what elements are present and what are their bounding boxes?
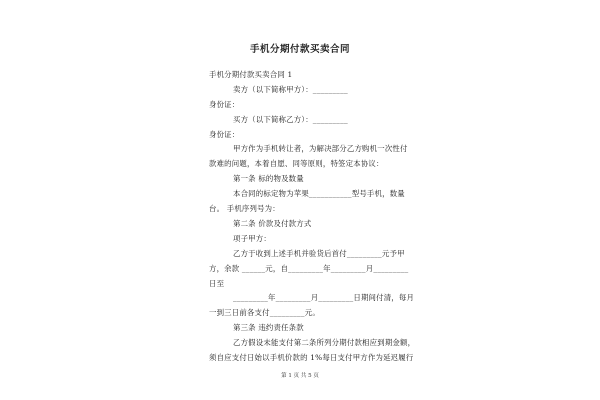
preamble-line-1: 甲方作为手机转让者，为解决部分乙方购机一次性付 <box>233 144 408 153</box>
page-footer: 第 1 页 共 5 页 <box>281 373 319 379</box>
seller-line: 卖方（以下简称甲方）：_________ <box>233 85 348 94</box>
seller-id-line: 身份证： <box>209 100 240 109</box>
article-3-line-2: 须自应支付日始以手机价款的 1%每日支付甲方作为延迟履行 <box>209 353 414 362</box>
article-2-line-4: 日至 <box>209 279 225 288</box>
article-2-line-3: 方，余款 ______元，自_________年_________月_________ <box>209 264 409 273</box>
article-2-line-2: 乙方于收到上述手机并验货后首付_________元予甲 <box>233 249 405 258</box>
article-2-line-6: 一到三日前各支付_________元。 <box>209 308 320 317</box>
contract-subtitle: 手机分期付款买卖合同 1 <box>209 70 293 79</box>
article-1-line-2: 台。 手机序列号为： <box>209 204 280 213</box>
document-title: 手机分期付款买卖合同 <box>249 44 350 55</box>
article-1-heading: 第一条 标的物及数量 <box>233 174 304 183</box>
article-1-line-1: 本合同的标定物为苹果___________型号手机，数量 <box>233 189 405 198</box>
article-3-heading: 第三条 违约责任条款 <box>233 323 304 332</box>
preamble-line-2: 款难的问题，本着自愿、同等原则，特签定本协议： <box>209 159 384 168</box>
buyer-line: 买方（以下简称乙方）：_________ <box>233 115 348 124</box>
article-2-line-5: _________年_________月_________日期间付清，每月 <box>233 293 415 302</box>
article-3-line-1: 乙方假设未能支付第二条所列分期付款相应到期金额， <box>233 338 416 347</box>
article-2-heading: 第二条 价款及付款方式 <box>233 219 312 228</box>
buyer-id-line: 身份证： <box>209 130 240 139</box>
article-2-line-1: 项子甲方： <box>233 234 271 243</box>
